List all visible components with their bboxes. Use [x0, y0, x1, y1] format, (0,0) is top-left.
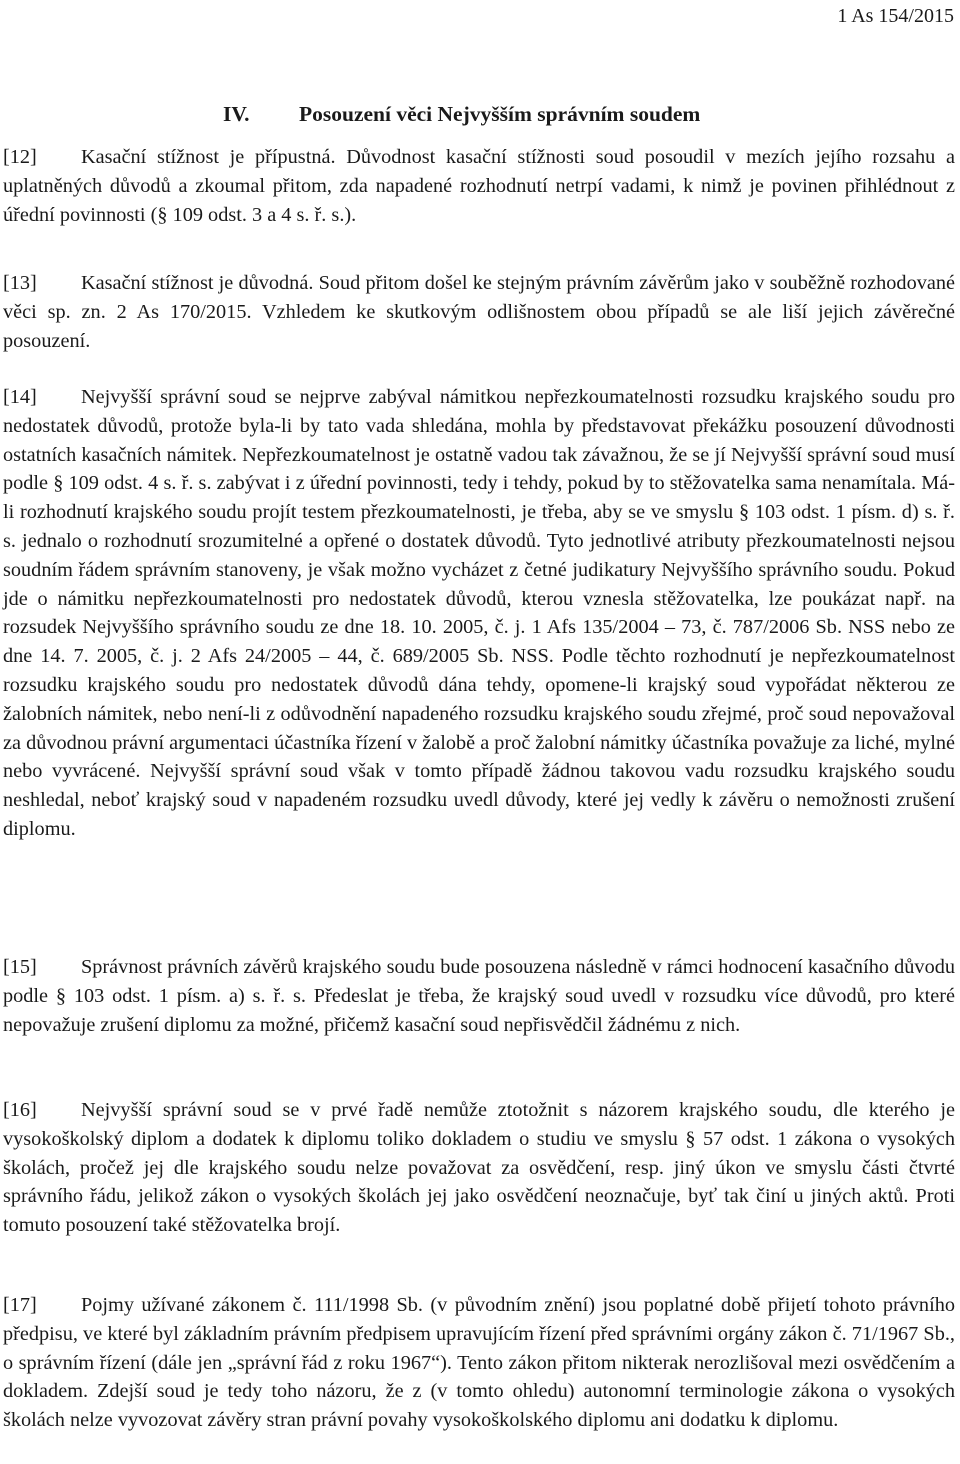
- paragraph-text: Nejvyšší správní soud se v prvé řadě nemůže ztotožnit s názorem krajského soudu, dle kterého je vysokoškolský diplom a dodatek k diplomu toliko dokladem o studiu ve smyslu § 57 odst. 1 zákona o vysokých školách, pročež jej dle krajského soudu nelze považovat za osvědčení, resp. jiný úkon ve smyslu části čtvrté správního řádu, jelikož zákon o vysokých školách jej jako osvědčení neoznačuje, byť tak činí u jiných aktů. Proti tomuto posouzení také stěžovatelka brojí.: [3, 1099, 955, 1237]
- paragraph-number: [17]: [3, 1294, 37, 1316]
- paragraph-text: Kasační stížnost je přípustná. Důvodnost kasační stížnosti soud posoudil v mezích jejího rozsahu a uplatněných důvodů a zkoumal přitom, zda napadené rozhodnutí netrpí vadami, k nimž je povinen přihlédnout z úřední povinnosti (§ 109 odst. 3 a 4 s. ř. s.).: [3, 146, 955, 226]
- section-heading: [223, 100, 700, 128]
- paragraph-text: Správnost právních závěrů krajského soudu bude posouzena následně v rámci hodnocení kasačního důvodu podle § 103 odst. 1 písm. a) s. ř. s. Předeslat je třeba, že krajský soud uvedl v rozsudku více důvodů, pro které nepovažuje zrušení diplomu za možné, přičemž kasační soud nepřisvědčil žádnému z nich.: [3, 956, 955, 1036]
- paragraph-15: [3, 953, 955, 1039]
- section-title: Posouzení věci Nejvyšším správním soudem: [299, 102, 701, 126]
- section-number: IV.: [223, 102, 250, 126]
- paragraph-text: Nejvyšší správní soud se nejprve zabýval námitkou nepřezkoumatelnosti rozsudku krajského soudu pro nedostatek důvodů, protože byla-li by tato vada shledána, mohla by představovat překážku posouzení důvodnosti ostatních kasačních námitek. Nepřezkoumatelnost je ostatně vadou tak závažnou, že se jí Nejvyšší správní soud musí podle § 109 odst. 4 s. ř. s. zabývat i z úřední povinnosti, tedy i tehdy, pokud by to stěžovatelka sama nenamítala. Má-li rozhodnutí krajského soudu projít testem přezkoumatelnosti, je třeba, aby se ve smyslu § 103 odst. 1 písm. d) s. ř. s. jednalo o rozhodnutí srozumitelné a opřené o dostatek důvodů. Tyto jednotlivé atributy přezkoumatelnosti nejsou soudním řádem správním stanoveny, je však možno vycházet z četné judikatury Nejvyššího správního soudu. Pokud jde o námitku nepřezkoumatelnosti pro nedostatek důvodů, kterou vznesla stěžovatelka, lze poukázat např. na rozsudek Nejvyššího správního soudu ze dne 18. 10. 2005, č. j. 1 Afs 135/2004 – 73, č. 787/2006 Sb. NSS nebo ze dne 14. 7. 2005, č. j. 2 Afs 24/2005 – 44, č. 689/2005 Sb. NSS. Podle těchto rozhodnutí je nepřezkoumatelnost rozsudku krajského soudu pro nedostatek důvodů dána tehdy, opomene-li krajský soud vypořádat některou ze žalobních námitek, nebo není-li z odůvodnění napadeného rozsudku krajského soudu zřejmé, proč soud nepovažoval za důvodnou právní argumentaci účastníka řízení v žalobě a proč žalobní námitky účastníka považuje za liché, mylné nebo vyvrácené. Nejvyšší správní soud však v tomto případě žádnou takovou vadu rozsudku krajského soudu neshledal, neboť krajský soud v napadeném rozsudku uvedl důvody, které jej vedly k závěru o nemožnosti zrušení diplomu.: [3, 386, 955, 840]
- case-number: 1 As 154/2015: [837, 5, 954, 27]
- paragraph-12: [3, 143, 955, 229]
- paragraph-16: [3, 1096, 955, 1240]
- paragraph-number: [14]: [3, 386, 37, 408]
- paragraph-number: [12]: [3, 146, 37, 168]
- paragraph-text: Pojmy užívané zákonem č. 111/1998 Sb. (v původním znění) jsou poplatné době přijetí tohoto právního předpisu, ve které byl základním právním předpisem upravujícím řízení před správními orgány zákon č. 71/1967 Sb., o správním řízení (dále jen „správní řád z roku 1967“). Tento zákon přitom nikterak nerozlišoval mezi osvědčením a dokladem. Zdejší soud je tedy toho názoru, že z (v tomto ohledu) autonomní terminologie zákona o vysokých školách nelze vyvozovat závěry stran právní povahy vysokoškolského diplomu ani dodatku k diplomu.: [3, 1294, 955, 1432]
- paragraph-text: Kasační stížnost je důvodná. Soud přitom došel ke stejným právním závěrům jako v souběžně rozhodované věci sp. zn. 2 As 170/2015. Vzhledem ke skutkovým odlišnostem obou případů se ale liší jejich závěrečné posouzení.: [3, 272, 955, 352]
- paragraph-17: [3, 1291, 955, 1435]
- paragraph-13: [3, 269, 955, 355]
- paragraph-number: [13]: [3, 272, 37, 294]
- paragraph-number: [16]: [3, 1099, 37, 1121]
- paragraph-number: [15]: [3, 956, 37, 978]
- paragraph-14: [3, 383, 955, 844]
